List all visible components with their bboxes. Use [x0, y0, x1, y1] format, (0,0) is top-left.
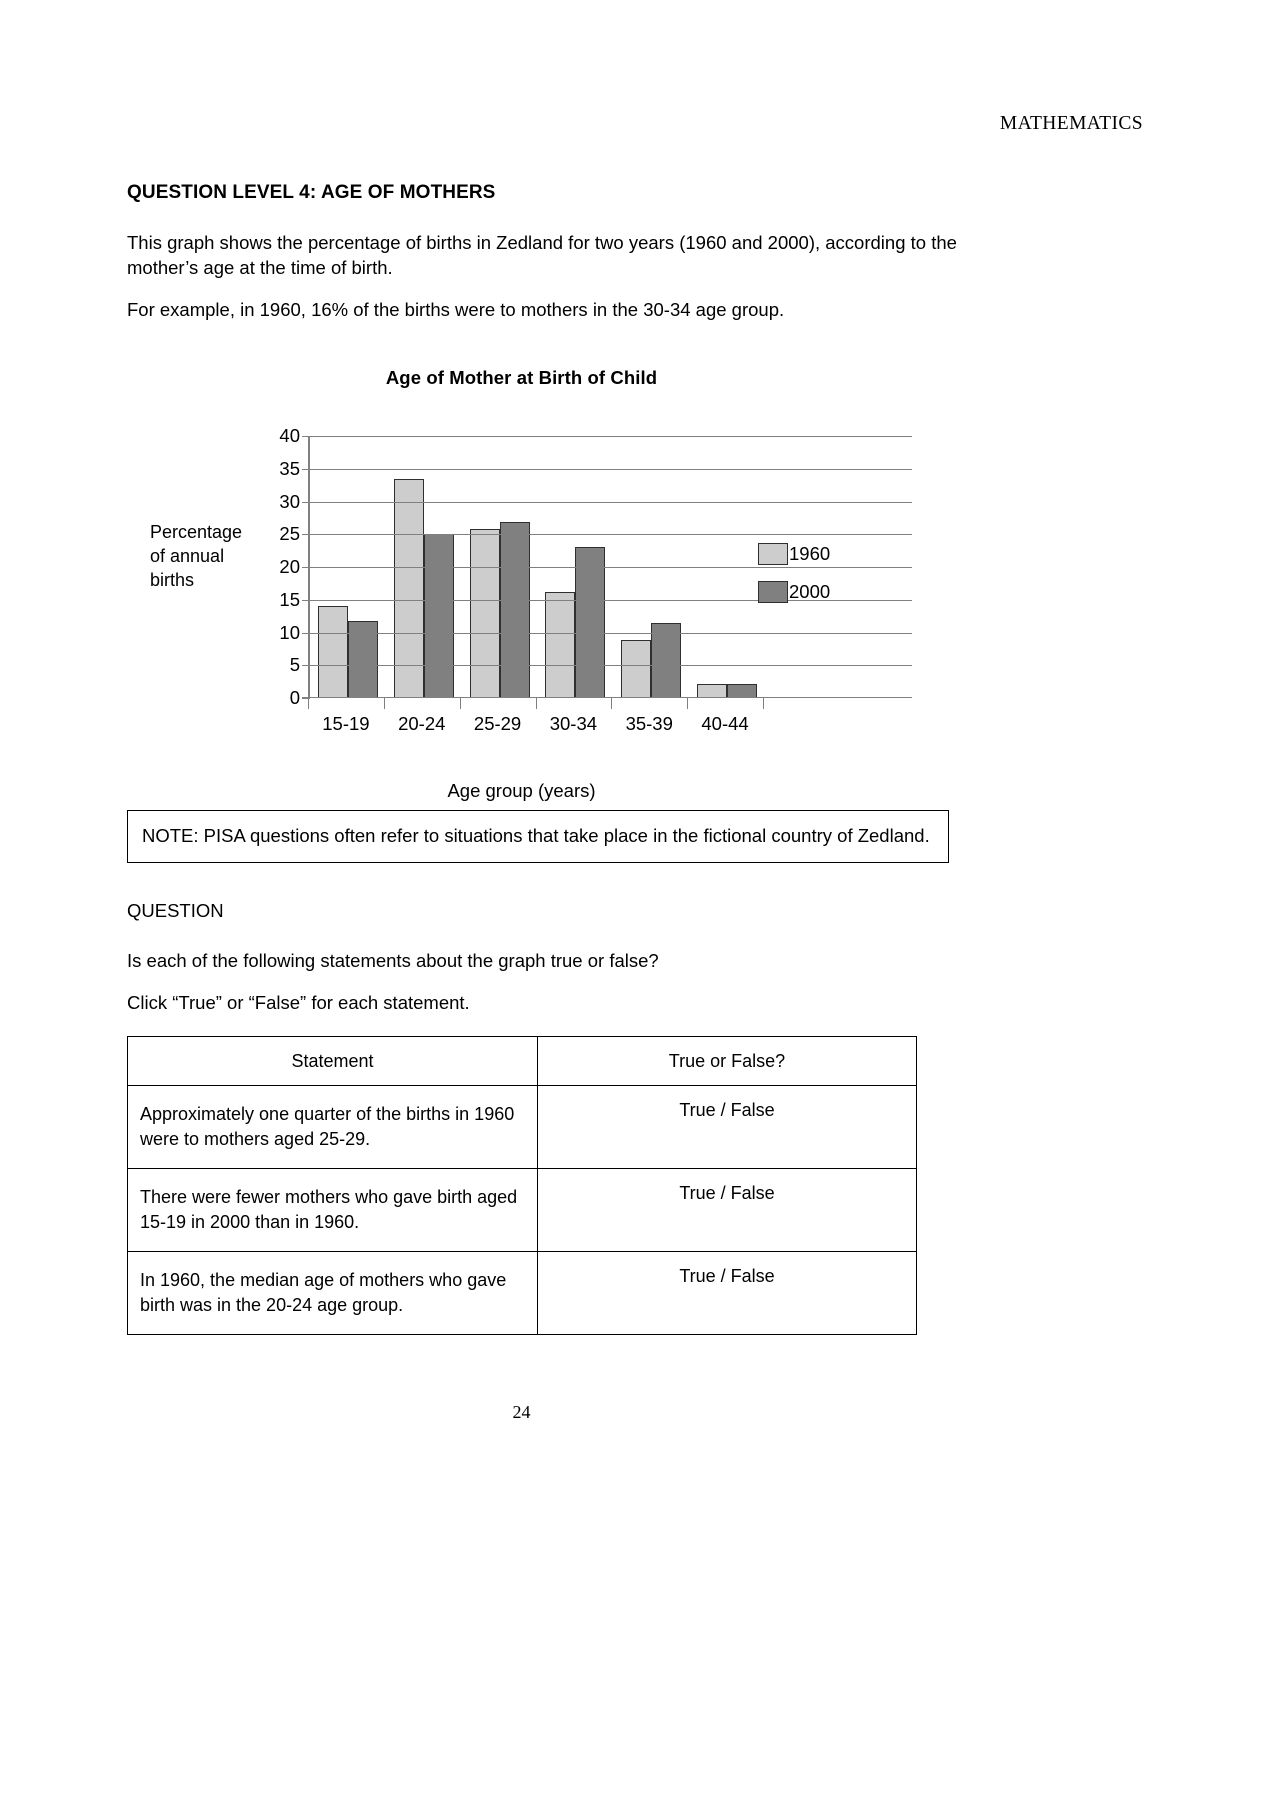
bar-30-34-1960	[545, 592, 575, 698]
legend-item-2000	[758, 573, 830, 611]
y-tick-mark	[302, 436, 310, 437]
chart-legend	[758, 535, 830, 611]
intro-paragraph: This graph shows the percentage of births in Zedland for two years (1960 and 2000), according to the mother’s age at the time of birth.	[127, 232, 957, 278]
y-tick-label: 15	[279, 588, 300, 610]
table-row	[128, 1169, 917, 1252]
bar-35-39-2000	[651, 623, 681, 698]
bar-35-39-1960	[621, 640, 651, 698]
y-tick-label: 35	[279, 457, 300, 479]
y-tick-mark	[302, 633, 310, 634]
x-axis-label-text: Age group (years)	[447, 780, 596, 801]
x-tick-mark	[460, 698, 461, 709]
gridline	[310, 469, 912, 470]
statement-cell: Approximately one quarter of the births in 1960 were to mothers aged 25-29.	[128, 1086, 538, 1169]
page-title: QUESTION LEVEL 4: AGE OF MOTHERS	[127, 182, 496, 203]
x-axis-ticks	[308, 698, 763, 712]
x-tick-label: 20-24	[398, 713, 446, 734]
y-axis-label-line-1: Percentage	[150, 522, 243, 542]
y-axis-label-line-2: of annual	[150, 546, 225, 566]
note-box: NOTE: PISA questions often refer to situations that take place in the fictional country of Zedland.	[127, 810, 949, 863]
y-tick-label: 10	[279, 621, 300, 643]
y-tick-mark	[302, 534, 310, 535]
x-tick-label: 30-34	[549, 713, 598, 734]
bar-15-19-1960	[318, 606, 348, 698]
x-tick-mark	[611, 698, 612, 709]
y-tick-label: 20	[279, 556, 300, 577]
statements-table	[127, 1036, 917, 1335]
y-tick-mark	[302, 600, 310, 601]
y-tick-mark	[302, 567, 310, 568]
bar-chart	[150, 425, 970, 795]
legend-label-1960: 1960	[789, 543, 831, 564]
chart-title	[0, 367, 1273, 389]
bar-30-34-2000	[575, 547, 605, 698]
bar-25-29-1960	[470, 529, 500, 698]
gridline	[310, 502, 912, 503]
question-label: QUESTION	[127, 900, 224, 921]
y-axis-label	[150, 520, 278, 592]
example-paragraph: For example, in 1960, 16% of the births were to mothers in the 30-34 age group.	[127, 299, 785, 320]
y-tick-mark	[302, 665, 310, 666]
statement-cell: In 1960, the median age of mothers who gave birth was in the 20-24 age group.	[128, 1252, 538, 1335]
table-header-row	[128, 1037, 917, 1086]
legend-swatch-1960-icon	[758, 543, 788, 565]
y-axis-label-line-3: births	[150, 570, 195, 590]
x-tick-mark	[687, 698, 688, 709]
x-tick-label: 15-19	[322, 713, 370, 734]
x-tick-label: 35-39	[625, 713, 673, 734]
y-tick-label: 30	[279, 490, 300, 512]
instruction-text: Click “True” or “False” for each statement.	[127, 992, 470, 1013]
legend-label-2000: 2000	[789, 581, 831, 602]
y-tick-mark	[302, 469, 310, 470]
true-false-option[interactable]: True / False	[538, 1169, 917, 1252]
chart-plot-area	[279, 425, 765, 708]
bar-25-29-2000	[500, 522, 530, 698]
chart-title-text: Age of Mother at Birth of Child	[385, 367, 658, 388]
table-row	[128, 1086, 917, 1169]
column-header-true-or-false: True or False?	[538, 1037, 917, 1086]
x-tick-mark	[536, 698, 537, 709]
page-number	[0, 1402, 1273, 1423]
legend-swatch-2000-icon	[758, 581, 788, 603]
x-tick-mark	[384, 698, 385, 709]
running-head: MATHEMATICS	[999, 113, 1143, 134]
gridline	[310, 665, 912, 666]
statement-cell: There were fewer mothers who gave birth aged 15-19 in 2000 than in 1960.	[128, 1169, 538, 1252]
x-axis-label	[0, 780, 1273, 802]
bar-20-24-2000	[424, 534, 454, 698]
x-tick-mark	[763, 698, 764, 709]
x-axis-tick-labels	[308, 713, 763, 735]
bar-40-44-2000	[727, 684, 757, 698]
gridline	[310, 633, 912, 634]
x-tick-label: 25-29	[473, 713, 522, 734]
legend-item-1960	[758, 535, 830, 573]
gridline	[310, 436, 912, 437]
x-tick-label: 40-44	[701, 713, 749, 734]
y-tick-label: 40	[279, 425, 300, 446]
bar-40-44-1960	[697, 684, 727, 698]
true-false-option[interactable]: True / False	[538, 1252, 917, 1335]
y-tick-mark	[302, 502, 310, 503]
y-tick-label: 25	[279, 523, 300, 545]
true-false-option[interactable]: True / False	[538, 1086, 917, 1169]
page-number-text: 24	[512, 1402, 531, 1422]
x-tick-mark	[308, 698, 309, 709]
column-header-statement: Statement	[128, 1037, 538, 1086]
table-row	[128, 1252, 917, 1335]
question-prompt: Is each of the following statements about the graph true or false?	[127, 950, 659, 971]
y-tick-label: 5	[289, 654, 300, 676]
y-tick-label: 0	[289, 687, 300, 708]
